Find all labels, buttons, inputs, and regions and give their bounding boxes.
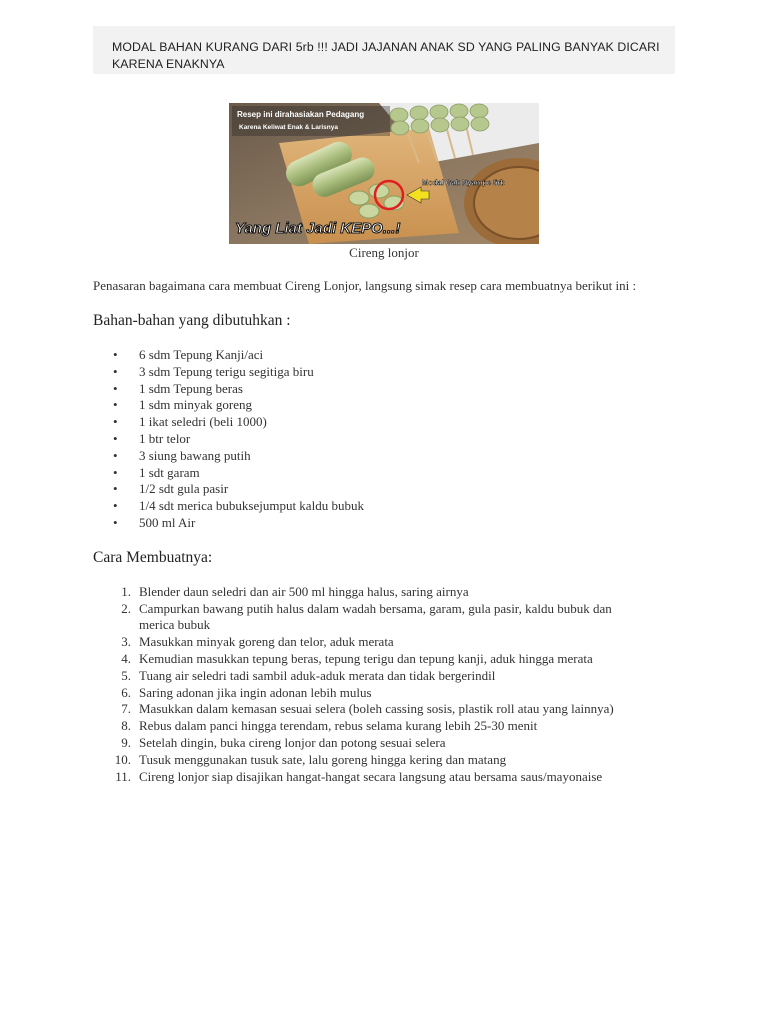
step-item — [93, 735, 675, 752]
ingredient-item: • 3 siung bawang putih — [93, 448, 675, 465]
ingredient-item: • 1 sdt garam — [93, 465, 675, 482]
image-text-bottom: Yang Liat Jadi KEPO...! — [235, 220, 401, 237]
ingredient-item: • 1 sdm Tepung beras — [93, 381, 675, 398]
step-number: 8. — [121, 718, 131, 734]
step-text: Masukkan minyak goreng dan telor, aduk merata — [139, 634, 394, 650]
image-text-modal: Modal Gak Nyampe 5rb — [422, 178, 505, 187]
document-page — [93, 26, 675, 785]
ingredient-item: • 1 btr telor — [93, 431, 675, 448]
step-text: Tuang air seledri tadi sambil aduk-aduk merata dan tidak bergerindil — [139, 667, 496, 683]
ingredient-item: • 500 ml Air — [93, 515, 675, 532]
step-item — [93, 584, 675, 601]
step-number: 3. — [121, 634, 131, 650]
ingredient-item: • 1/2 sdt gula pasir — [93, 481, 675, 498]
step-item — [93, 718, 675, 735]
step-text: Masukkan dalam kemasan sesuai selera (boleh cassing sosis, plastik roll atau yang lainnya) — [139, 701, 614, 717]
step-item — [93, 769, 675, 786]
step-item — [93, 634, 675, 651]
steps-list — [93, 584, 675, 786]
step-number: 1. — [121, 583, 131, 599]
ingredient-item: • 3 sdm Tepung terigu segitiga biru — [93, 364, 675, 381]
ingredient-item: • 1 ikat seledri (beli 1000) — [93, 414, 675, 431]
step-text: Rebus dalam panci hingga terendam, rebus selama kurang lebih 25-30 menit — [139, 718, 538, 734]
ingredient-item: • 1 sdm minyak goreng — [93, 397, 675, 414]
image-text-top1: Resep ini dirahasiakan Pedagang — [237, 110, 365, 119]
step-item — [93, 752, 675, 769]
step-number: 5. — [121, 667, 131, 683]
step-number: 2. — [121, 600, 131, 616]
step-text: Tusuk menggunakan tusuk sate, lalu goreng hingga kering dan matang — [139, 751, 507, 767]
step-number: 11. — [115, 768, 131, 784]
step-number: 7. — [121, 701, 131, 717]
step-text: Blender daun seledri dan air 500 ml hingga halus, saring airnya — [139, 583, 469, 599]
step-text: Campurkan bawang putih halus dalam wadah bersama, garam, gula pasir, kaldu bubuk dan merica bubuk — [139, 600, 612, 633]
intro-paragraph: Penasaran bagaimana cara membuat Cireng Lonjor, langsung simak resep cara membuatnya berikut ini : — [93, 278, 637, 293]
ingredients-heading: Bahan-bahan yang dibutuhkan : — [93, 312, 291, 329]
cireng-photo — [229, 103, 539, 244]
step-item — [93, 668, 675, 685]
steps-heading: Cara Membuatnya: — [93, 548, 213, 566]
step-text: Setelah dingin, buka cireng lonjor dan potong sesuai selera — [139, 734, 446, 750]
image-caption: Cireng lonjor — [349, 245, 419, 260]
ingredient-item: • 1/4 sdt merica bubuksejumput kaldu bubuk — [93, 498, 675, 515]
step-number: 6. — [121, 684, 131, 700]
step-text: Cireng lonjor siap disajikan hangat-hangat secara langsung atau bersama saus/mayonaise — [139, 768, 603, 784]
ingredients-list — [93, 347, 675, 532]
step-item — [93, 701, 675, 718]
step-item — [93, 601, 675, 635]
step-item — [93, 685, 675, 702]
image-text-top2: Karena Keliwat Enak & Larisnya — [239, 124, 338, 131]
step-number: 10. — [114, 751, 131, 767]
step-number: 4. — [121, 650, 131, 666]
ingredient-item: • 6 sdm Tepung Kanji/aci — [93, 347, 675, 364]
step-item — [93, 651, 675, 668]
step-number: 9. — [121, 734, 131, 750]
step-text: Kemudian masukkan tepung beras, tepung terigu dan tepung kanji, aduk hingga merata — [139, 650, 593, 666]
page-title: MODAL BAHAN KURANG DARI 5rb !!! JADI JAJANAN ANAK SD YANG PALING BANYAK DICARI KARENA ENAKNYA — [93, 26, 675, 74]
step-text: Saring adonan jika ingin adonan lebih mulus — [139, 684, 372, 700]
recipe-figure — [93, 103, 675, 260]
